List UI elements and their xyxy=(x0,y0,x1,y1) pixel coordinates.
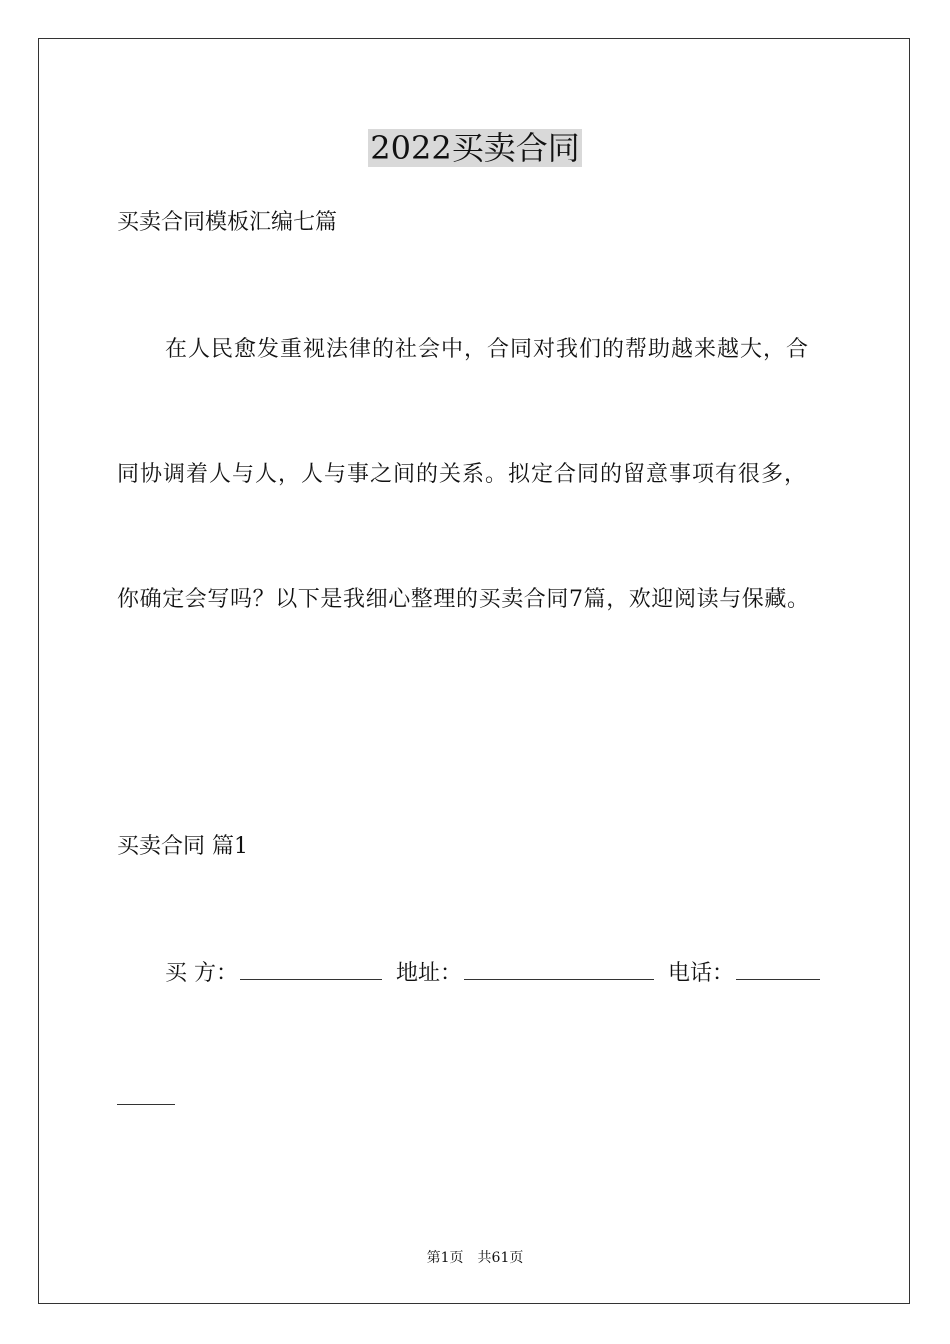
buyer-info-row xyxy=(165,957,820,989)
buyer-name-blank xyxy=(240,957,382,980)
phone-blank-continuation xyxy=(117,1104,175,1105)
document-subtitle: 买卖合同模板汇编七篇 xyxy=(117,210,338,235)
intro-paragraph-line-1: 在人民愈发重视法律的社会中，合同对我们的帮助越来越大，合 xyxy=(165,337,810,362)
intro-paragraph-line-2: 同协调着人与人，人与事之间的关系。拟定合同的留意事项有很多， xyxy=(117,462,808,487)
page-footer xyxy=(0,1249,950,1267)
phone-blank xyxy=(736,957,820,980)
page-total: 共61页 xyxy=(477,1250,524,1266)
address-blank xyxy=(464,957,654,980)
address-label: 地址： xyxy=(396,961,463,986)
section-title: 买卖合同 篇1 xyxy=(117,834,248,859)
page-number: 第1页 xyxy=(426,1250,464,1266)
buyer-label: 买 方： xyxy=(165,961,238,986)
document-title-text: 2022买卖合同 xyxy=(370,129,580,167)
document-title xyxy=(0,128,950,168)
phone-label: 电话： xyxy=(668,961,735,986)
intro-paragraph-line-3: 你确定会写吗？以下是我细心整理的买卖合同7篇，欢迎阅读与保藏。 xyxy=(117,587,810,612)
